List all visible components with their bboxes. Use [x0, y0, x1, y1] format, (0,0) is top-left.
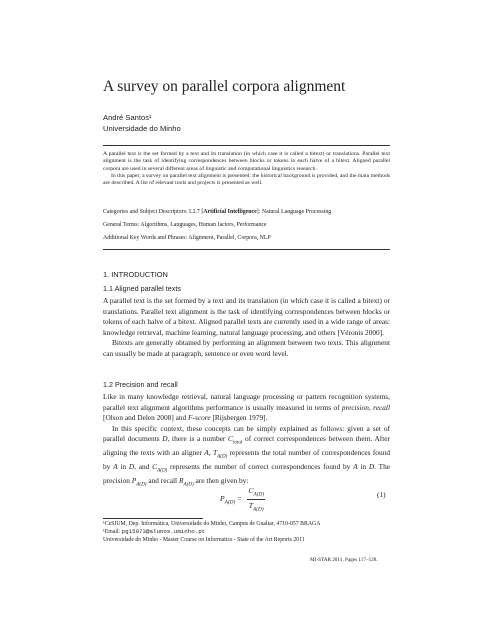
paragraph-1-2-b: In this specific context, these concepts can be simply explained as follows: given a set of parallel documents D, there is a number $C_{total}$ of correct correspondences between them. After aligning the texts with an aligner A, $T_{A(D)}$ represents the total number of correspondences found by A in D, and $C_{A(D)}$ represents the number of correct correspondences found by A in D. The precision $P_{A(D)}$ and recall $R_{A(D)}$ are then given by:: [103, 423, 390, 488]
footnotes: [103, 521, 390, 544]
categories-prefix: Categories and Subject Descriptors: I.2.7 [: [103, 209, 204, 215]
email-link[interactable]: pg15973@alunos.uminho.pt: [121, 528, 206, 536]
page-info: MI-STAR 2011, Pages 117–128.: [310, 557, 378, 563]
paper-title: A survey on parallel corpora alignment: [103, 78, 346, 95]
paragraph-1-1-b: Bitexts are generally obtained by performing an alignment between two texts. This alignment can usually be made at paragraph, sentence or even word level.: [103, 338, 390, 358]
equation-fraction: $\frac{C_{A(D)}}{T_{A(D)}}$: [248, 486, 265, 513]
subsection-heading-aligned-texts: 1.1 Aligned parallel texts: [103, 284, 181, 293]
abstract-paragraph-2: In this paper, a survey on parallel text alignment is presented: the historical background is provided, and the main methods are described. A list of relevant tools and projects is presented as well.: [103, 172, 390, 187]
general-terms: General Terms: Algorithms, Languages, Human factors, Performance: [103, 222, 267, 228]
categories-bold: Artificial Intelligence: [203, 209, 257, 215]
precision-equation: $P_{A(D)}$ = $\frac{C_{A(D)}}{T_{A(D)}}$: [220, 486, 265, 513]
keywords: Additional Key Words and Phrases: Alignment, Parallel, Corpora, NLP: [103, 235, 271, 241]
abstract-paragraph-1: A parallel text is the set formed by a text and its translation (in which case it is called a bitext) or translations. Parallel text alignment is the task of identifying correspondences between blocks or tokens in each halve of a bitext. Aligned parallel corpora are used in several different areas of linguistic and computational linguistics research.: [103, 151, 390, 172]
footnote-rule: [103, 518, 203, 519]
footnote-course: Universidade do Minho - Master Course on Informatics - State of the Art Reports 2011: [103, 536, 305, 543]
section-1-2-body: [103, 392, 390, 490]
equation-equals: =: [237, 493, 242, 503]
author-affiliation: Universidade do Minho: [103, 124, 181, 133]
section-heading-introduction: 1. INTRODUCTION: [103, 270, 168, 279]
abstract: [103, 151, 390, 187]
equation-lhs: P: [220, 493, 225, 503]
equation-number: (1): [377, 490, 386, 499]
categories-suffix: ]: Natural Language Processing: [256, 209, 332, 215]
categories-line: [103, 209, 390, 216]
footnote-email: ¹Email: pg15973@alunos.uminho.pt: [103, 528, 206, 536]
author-name: André Santos¹: [103, 113, 152, 122]
section-1-1-body: [103, 296, 390, 359]
paragraph-1-2-a: Like in many knowledge retrieval, natural language processing or pattern recognition systems, parallel text alignment algorithms performance is usually measured in terms of precision, recall [Olson and Delen 2008] and F-score [Rijsbergen 1979].: [103, 392, 390, 422]
paragraph-1-1-a: A parallel text is the set formed by a text and its translation (in which case it is called a bitext) or translations. Parallel text alignment is the task of identifying correspondences between blocks or tokens of each halve of a bitext. Aligned parallel texts are currently used in a wide range of areas: knowledge retrieval, machine learning, natural language processing, and others [Véronis 2000].: [103, 296, 390, 337]
top-divider: [103, 145, 390, 146]
footnote-affiliation: ¹CeSIUM, Dep. Informática, Universidade do Minho, Campus de Gualtar, 4710-057 BRAGA: [103, 521, 321, 527]
subsection-heading-precision-recall: 1.2 Precision and recall: [103, 380, 178, 389]
bottom-divider: [103, 249, 390, 250]
